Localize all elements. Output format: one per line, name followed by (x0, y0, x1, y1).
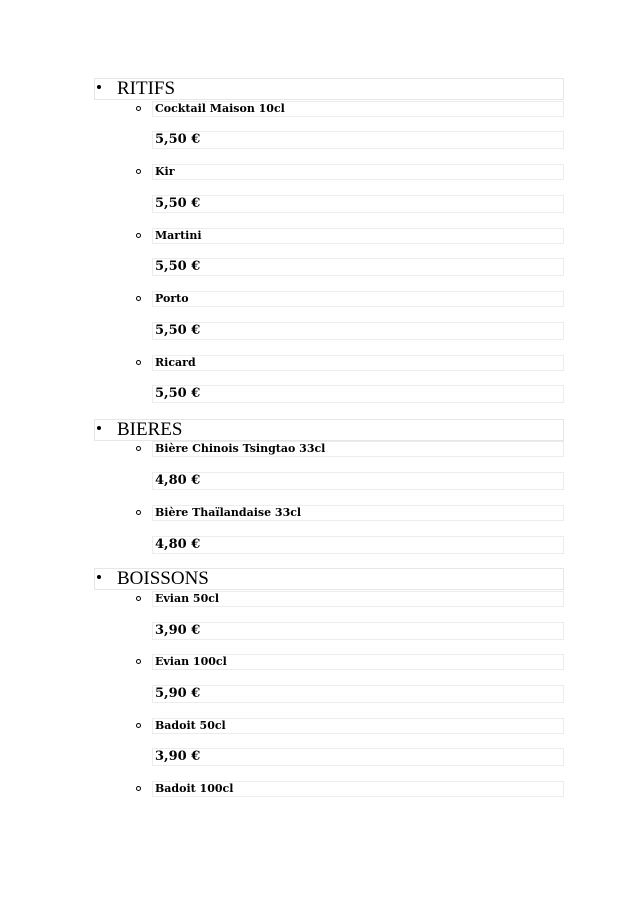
circle-bullet-icon (136, 659, 141, 664)
item-price-box (152, 195, 564, 213)
item-price-box (152, 536, 564, 554)
menu-item (152, 505, 564, 521)
item-name: Porto (155, 292, 189, 305)
item-price: 3,90 € (155, 749, 201, 764)
circle-bullet-icon (136, 446, 141, 451)
menu-item (152, 355, 564, 371)
item-price: 3,90 € (155, 623, 201, 638)
bullet-icon (97, 85, 101, 89)
menu-item (152, 781, 564, 797)
item-price-box (152, 472, 564, 490)
item-price-box (152, 748, 564, 766)
circle-bullet-icon (136, 106, 141, 111)
menu-item (152, 101, 564, 117)
item-price-box (152, 131, 564, 149)
bullet-icon (97, 575, 101, 579)
item-name: Bière Chinois Tsingtao 33cl (155, 442, 326, 455)
item-name: Kir (155, 165, 175, 178)
item-price: 5,50 € (155, 196, 201, 211)
item-price: 5,50 € (155, 259, 201, 274)
item-price: 5,50 € (155, 132, 201, 147)
item-price: 5,50 € (155, 386, 201, 401)
item-price-box (152, 258, 564, 276)
category-title: RITIFS (117, 78, 176, 99)
circle-bullet-icon (136, 169, 141, 174)
item-name: Evian 50cl (155, 592, 220, 605)
item-price: 5,50 € (155, 323, 201, 338)
category-boissons (94, 568, 564, 590)
menu-item (152, 591, 564, 607)
item-name: Ricard (155, 356, 196, 369)
category-title: BOISSONS (117, 568, 209, 589)
circle-bullet-icon (136, 360, 141, 365)
menu-item (152, 228, 564, 244)
item-name: Badoit 100cl (155, 782, 234, 795)
menu-item (152, 291, 564, 307)
circle-bullet-icon (136, 723, 141, 728)
item-price: 4,80 € (155, 473, 201, 488)
item-price: 4,80 € (155, 537, 201, 552)
item-price-box (152, 385, 564, 403)
circle-bullet-icon (136, 596, 141, 601)
menu-item (152, 164, 564, 180)
item-price-box (152, 685, 564, 703)
circle-bullet-icon (136, 296, 141, 301)
item-name: Cocktail Maison 10cl (155, 102, 285, 115)
item-name: Bière Thaïlandaise 33cl (155, 506, 302, 519)
item-price-box (152, 322, 564, 340)
item-price: 5,90 € (155, 686, 201, 701)
category-bieres (94, 419, 564, 441)
item-price-box (152, 622, 564, 640)
menu-item (152, 718, 564, 734)
circle-bullet-icon (136, 233, 141, 238)
item-name: Badoit 50cl (155, 719, 226, 732)
category-title: BIERES (117, 419, 183, 440)
item-name: Evian 100cl (155, 655, 227, 668)
circle-bullet-icon (136, 510, 141, 515)
item-name: Martini (155, 229, 202, 242)
bullet-icon (97, 426, 101, 430)
menu-item (152, 654, 564, 670)
category-ritifs (94, 78, 564, 100)
menu-item (152, 441, 564, 457)
circle-bullet-icon (136, 786, 141, 791)
